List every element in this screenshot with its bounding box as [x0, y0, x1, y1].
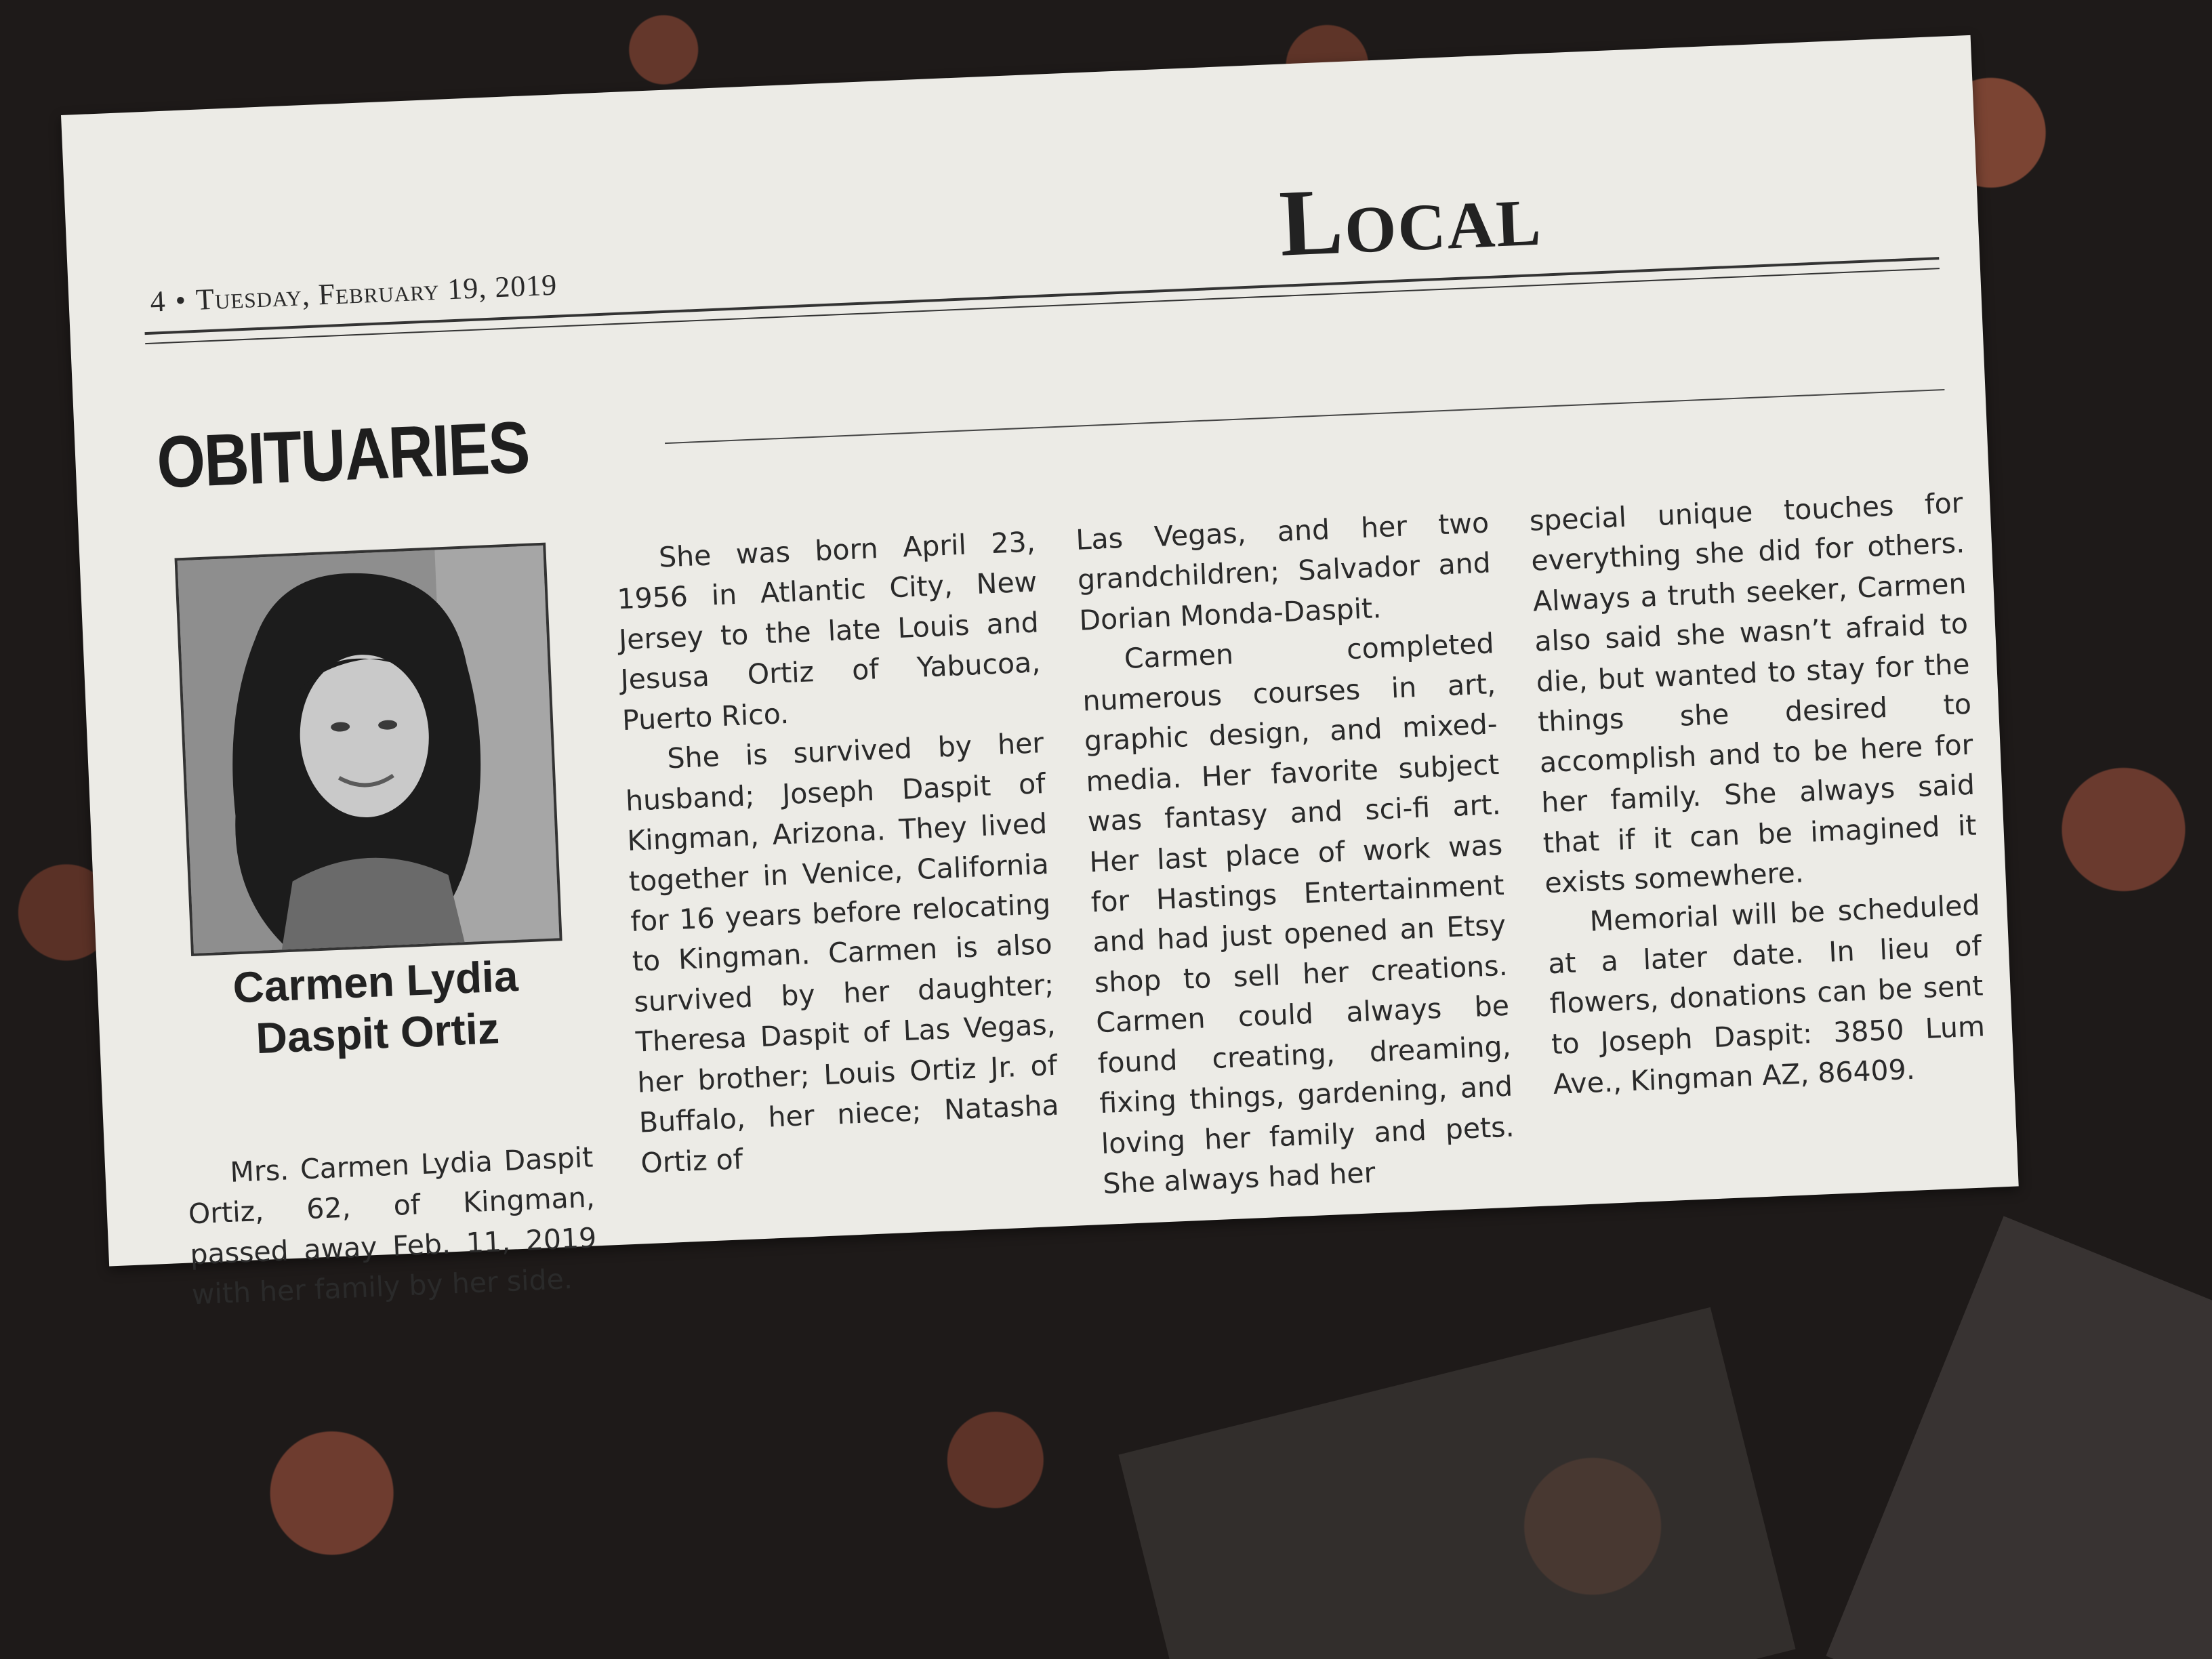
masthead-separator: •: [174, 283, 188, 318]
memorial-paragraph: Memorial will be scheduled at a later date. In lieu of flowers, donations can be sent to Joseph Daspit: 3850 Lum Ave., Kingman AZ, 86409.: [1547, 888, 1986, 1101]
name-line-2: Daspit Ortiz: [255, 1003, 501, 1063]
birth-paragraph: She was born April 23, 1956 in Atlantic City, New Jersey to the late Louis and Jesusa Ortiz of Yabucoa, Puerto Rico.: [616, 525, 1042, 737]
survivors-paragraph: She is survived by her husband; Joseph Daspit of Kingman, Arizona. They lived together in Venice, California for 16 years before relocating to Kingman. Carmen is also survived by her daughter; Theresa Daspit of Las Vegas, her brother; Louis Ortiz Jr. of Buffalo, her niece; Natasha Ortiz of: [625, 726, 1060, 1180]
section-title: Local: [1277, 160, 1544, 276]
interests-continuation: special unique touches for everything she did for others. Always a truth seeker, Carmen also said she wasn’t afraid to die, but wanted to stay for the things she desired to accomplish and to be here for her family. She always said that if it can be imagined it exists somewhere.: [1528, 487, 1978, 900]
obituary-intro-paragraph: Mrs. Carmen Lydia Daspit Ortiz, 62, of Kingman, passed away Feb. 11, 2019 with her family by her side.: [188, 1141, 598, 1311]
stone-slab-decoration: [1118, 1307, 1795, 1659]
column-3: [1075, 503, 1517, 1204]
name-line-1: Carmen Lydia: [232, 951, 519, 1012]
column-4: [1529, 483, 1988, 1105]
survivors-continuation: Las Vegas, and her two grandchildren; Salvador and Dorian Monda-Daspit.: [1075, 506, 1492, 637]
issue-date: Tuesday, February 19, 2019: [194, 268, 558, 316]
stone-slab-decoration: [1826, 1216, 2212, 1659]
portrait-photo: [175, 543, 562, 956]
obituaries-heading: OBITUARIES: [155, 405, 531, 504]
column-2: [615, 522, 1061, 1183]
masthead-page-date: [150, 268, 558, 319]
newspaper-clipping: [61, 35, 2019, 1311]
interests-paragraph: Carmen completed numerous courses in art, graphic design, and mixed-media. Her favorite subject was fantasy and sci-fi art. Her last place of work was for Hastings Entertainment and had just opened an Etsy shop to sell her creations. Carmen could always be found creating, dreaming, fixing things, gardening, and loving her family and pets. She always had her: [1082, 627, 1515, 1200]
deceased-name-caption: [178, 949, 575, 1067]
portrait-photo-icon: [178, 546, 560, 954]
heading-rule: [665, 389, 1944, 444]
page-number: 4: [149, 284, 167, 319]
column-1: [186, 1137, 598, 1315]
